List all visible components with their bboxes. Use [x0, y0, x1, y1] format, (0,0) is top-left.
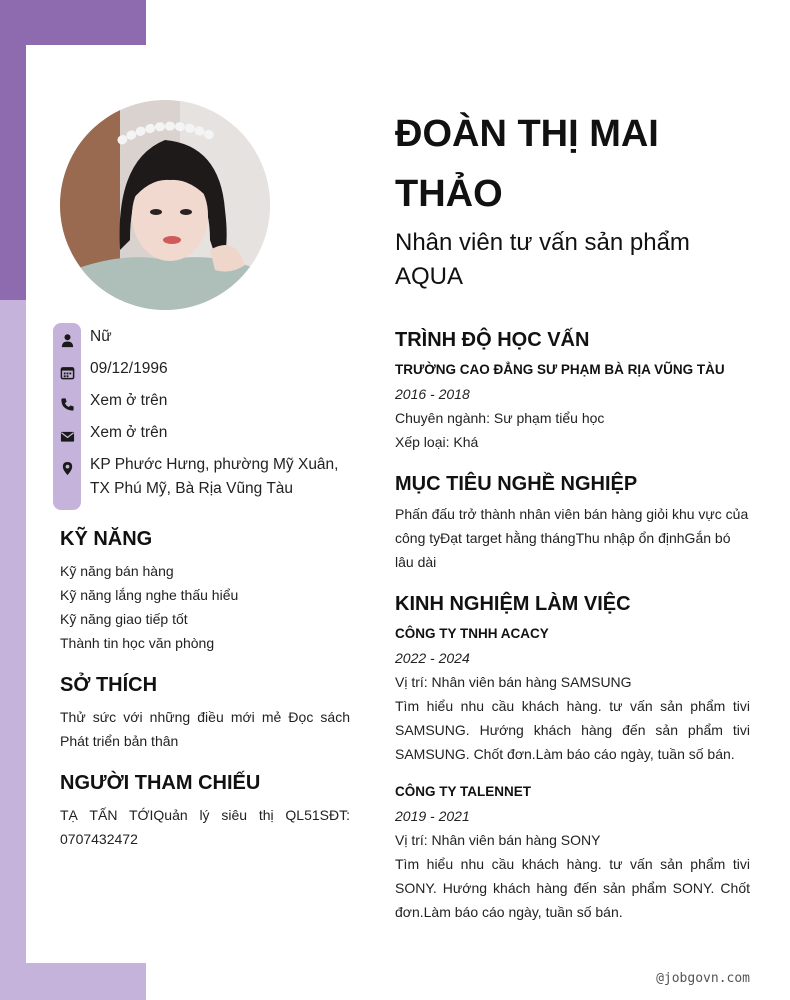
- phone-icon: [53, 388, 81, 420]
- skill-item: Kỹ năng giao tiếp tốt: [60, 611, 188, 627]
- skills-section: [60, 523, 350, 655]
- location-pin-icon: [53, 452, 81, 484]
- references-title: NGƯỜI THAM CHIẾU: [60, 772, 261, 794]
- job-entry: [395, 780, 750, 924]
- references-section: [60, 767, 350, 851]
- gender-text: Nữ: [90, 328, 112, 345]
- skill-item: Kỹ năng lắng nghe thấu hiểu: [60, 587, 239, 603]
- job-description: Tìm hiểu nhu cầu khách hàng. tư vấn sản phẩm tivi SONY. Hướng khách hàng đến sản phẩm SONY. Chốt đơn.Làm báo cáo ngày, tuần số bán.: [395, 856, 750, 920]
- skills-title: KỸ NĂNG: [60, 528, 153, 550]
- skill-item: Thành tin học văn phòng: [60, 635, 215, 651]
- avatar: [60, 100, 270, 310]
- contact-gender: [53, 324, 353, 356]
- experience-title: KINH NGHIỆM LÀM VIỆC: [395, 593, 631, 615]
- objective-text: Phấn đấu trở thành nhân viên bán hàng giỏi khu vực của công tyĐạt target hằng thángThu nhập ổn địnhGắn bó lâu dài: [395, 506, 749, 570]
- job-period: 2022 - 2024: [395, 650, 470, 666]
- education-period: 2016 - 2018: [395, 386, 470, 402]
- job-position: Vị trí: Nhân viên bán hàng SONY: [395, 832, 601, 848]
- job-period: 2019 - 2021: [395, 808, 470, 824]
- school-name: TRƯỜNG CAO ĐẲNG SƯ PHẠM BÀ RỊA VŨNG TÀU: [395, 362, 725, 377]
- education-major: Chuyên ngành: Sư phạm tiểu học: [395, 410, 605, 426]
- right-column: [395, 104, 750, 924]
- skill-item: Kỹ năng bán hàng: [60, 563, 174, 579]
- contact-phone: [53, 388, 353, 420]
- references-text: TẠ TẤN TỚIQuản lý siêu thị QL51SĐT: 0707432472: [60, 807, 350, 847]
- avatar-photo: [60, 100, 270, 310]
- mail-icon: [53, 420, 81, 452]
- email-text: Xem ở trên: [90, 424, 168, 441]
- contact-email: [53, 420, 353, 452]
- objective-title: MỤC TIÊU NGHỀ NGHIỆP: [395, 473, 638, 495]
- experience-section: [395, 588, 750, 924]
- candidate-role: Nhân viên tư vấn sản phẩm AQUA: [395, 229, 690, 290]
- job-company: CÔNG TY TNHH ACACY: [395, 626, 549, 641]
- job-company: CÔNG TY TALENNET: [395, 784, 532, 799]
- left-column: [60, 523, 350, 851]
- job-entry: [395, 622, 750, 766]
- job-description: Tìm hiểu nhu cầu khách hàng. tư vấn sản phẩm tivi SAMSUNG. Hướng khách hàng đến sản phẩm tivi SAMSUNG. Chốt đơn.Làm báo cáo ngày, tuần số bán.: [395, 698, 750, 762]
- objective-section: [395, 468, 750, 574]
- education-title: TRÌNH ĐỘ HỌC VẤN: [395, 329, 590, 351]
- birthdate-text: 09/12/1996: [90, 360, 168, 377]
- candidate-name: ĐOÀN THỊ MAI THẢO: [395, 113, 659, 215]
- address-text: KP Phước Hưng, phường Mỹ Xuân, TX Phú Mỹ, Bà Rịa Vũng Tàu: [90, 456, 339, 497]
- education-section: [395, 324, 750, 454]
- hobbies-section: [60, 669, 350, 753]
- calendar-icon: [53, 356, 81, 388]
- contact-list: [53, 324, 353, 501]
- job-position: Vị trí: Nhân viên bán hàng SAMSUNG: [395, 674, 632, 690]
- hobbies-text: Thử sức với những điều mới mẻ Đọc sách Phát triển bản thân: [60, 709, 350, 749]
- person-icon: [53, 324, 81, 356]
- education-grade: Xếp loại: Khá: [395, 434, 479, 450]
- watermark: @jobgovn.com: [656, 971, 750, 986]
- contact-birthdate: [53, 356, 353, 388]
- phone-text: Xem ở trên: [90, 392, 168, 409]
- contact-address: [53, 452, 353, 501]
- hobbies-title: SỞ THÍCH: [60, 674, 158, 696]
